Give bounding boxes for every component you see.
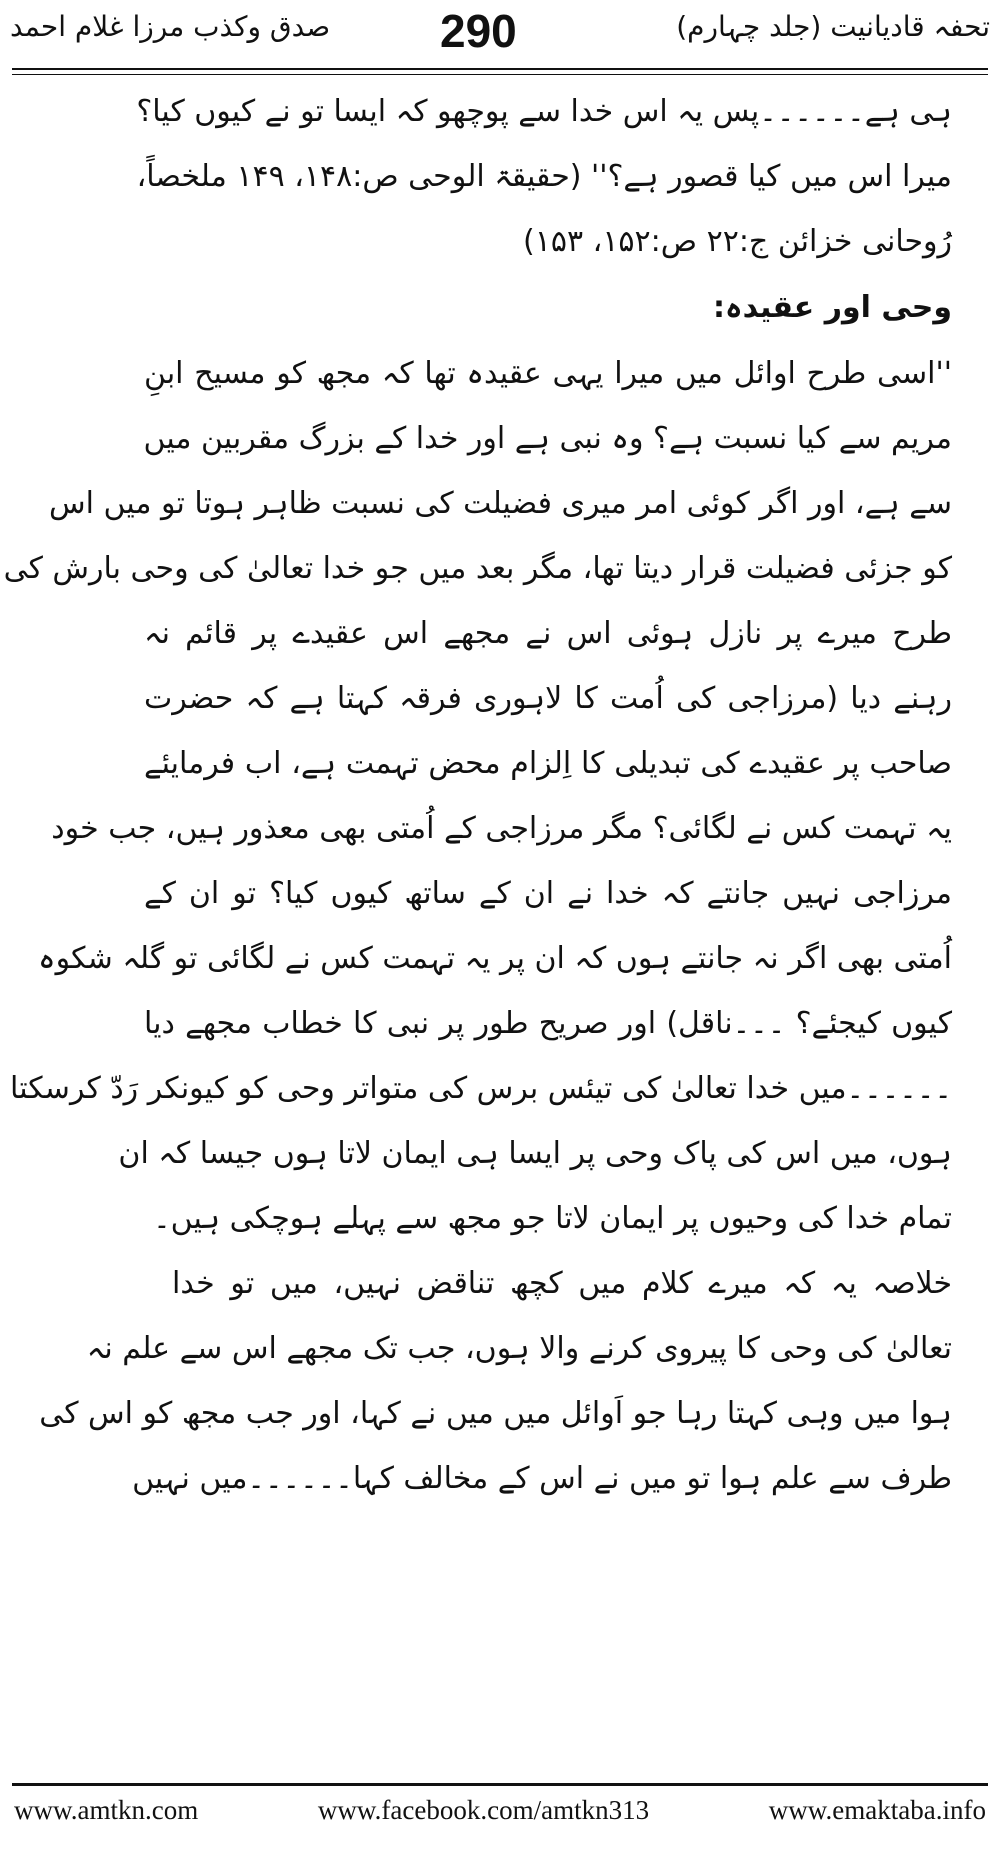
text-line: خلاصہ یہ کہ میرے کلام میں کچھ تناقض نہیں، میں تو خدا bbox=[172, 1266, 952, 1301]
text-line: یہ تہمت کس نے لگائی؟ مگر مرزاجی کے اُمتی بھی معذور ہیں، جب خود bbox=[51, 811, 952, 846]
text-line: طرح میرے پر نازل ہوئی اس نے مجھے اس عقیدے پر قائم نہ bbox=[144, 616, 952, 651]
book-title: تحفہ قادیانیت (جلد چہارم) bbox=[676, 10, 990, 43]
text-line: تمام خدا کی وحیوں پر ایمان لاتا جو مجھ سے پہلے ہوچکی ہیں۔ bbox=[153, 1201, 952, 1236]
footer-link-amtkn[interactable]: www.amtkn.com bbox=[14, 1795, 199, 1825]
text-line: میرا اس میں کیا قصور ہے؟'' (حقیقۃ الوحی ص:۱۴۸، ۱۴۹ ملخصاً، bbox=[136, 159, 952, 194]
page-number: 290 bbox=[440, 5, 517, 57]
header-rule-bottom bbox=[12, 74, 988, 75]
citation-line: رُوحانی خزائن ج:۲۲ ص:۱۵۲، ۱۵۳) bbox=[523, 224, 952, 259]
text-line: رہنے دیا (مرزاجی کی اُمت کا لاہوری فرقہ کہتا ہے کہ حضرت bbox=[144, 681, 952, 716]
text-line: ہوا میں وہی کہتا رہا جو اَوائل میں میں نے کہا، اور جب مجھ کو اس کی bbox=[39, 1396, 952, 1431]
header-rule-top bbox=[12, 68, 988, 70]
footer-rule bbox=[12, 1783, 988, 1786]
text-line: مرزاجی نہیں جانتے کہ خدا نے ان کے ساتھ کیوں کیا؟ تو ان کے bbox=[144, 876, 952, 911]
chapter-title: صدق وکذب مرزا غلام احمد bbox=[10, 10, 331, 43]
text-line: اُمتی بھی اگر نہ جانتے ہوں کہ ان پر یہ تہمت کس نے لگائی تو گلہ شکوہ bbox=[38, 941, 952, 976]
text-line: طرف سے علم ہوا تو میں نے اس کے مخالف کہا۔۔۔۔۔۔میں نہیں bbox=[132, 1461, 952, 1496]
footer bbox=[14, 1795, 986, 1826]
text-line: مریم سے کیا نسبت ہے؟ وہ نبی ہے اور خدا کے بزرگ مقربین میں bbox=[143, 421, 952, 456]
text-line: صاحب پر عقیدے کی تبدیلی کا اِلزام محض تہمت ہے، اب فرمایئے bbox=[144, 746, 952, 781]
text-line: سے ہے، اور اگر کوئی امر میری فضیلت کی نسبت ظاہر ہوتا تو میں اس bbox=[49, 486, 952, 521]
text-line: ہی ہے۔۔۔۔۔۔پس یہ اس خدا سے پوچھو کہ ایسا تو نے کیوں کیا؟ bbox=[136, 94, 952, 129]
section-heading: وحی اور عقیدہ: bbox=[713, 290, 952, 325]
text-line: تعالیٰ کی وحی کا پیروی کرنے والا ہوں، جب تک مجھے اس سے علم نہ bbox=[86, 1331, 952, 1366]
footer-link-facebook[interactable]: www.facebook.com/amtkn313 bbox=[317, 1795, 650, 1825]
text-line: ہوں، میں اس کی پاک وحی پر ایسا ہی ایمان لاتا ہوں جیسا کہ ان bbox=[118, 1136, 952, 1171]
footer-link-emaktaba[interactable]: www.emaktaba.info bbox=[768, 1795, 986, 1825]
text-line: ''اسی طرح اوائل میں میرا یہی عقیدہ تھا کہ مجھ کو مسیح ابنِ bbox=[144, 356, 952, 391]
text-line: کو جزئی فضیلت قرار دیتا تھا، مگر بعد میں جو خدا تعالیٰ کی وحی بارش کی bbox=[3, 551, 952, 586]
text-line: ۔۔۔۔۔۔میں خدا تعالیٰ کی تیئس برس کی متواتر وحی کو کیونکر رَدّ کرسکتا bbox=[10, 1071, 952, 1106]
text-line: کیوں کیجئے؟ ۔۔۔ناقل) اور صریح طور پر نبی کا خطاب مجھے دیا bbox=[144, 1006, 952, 1041]
